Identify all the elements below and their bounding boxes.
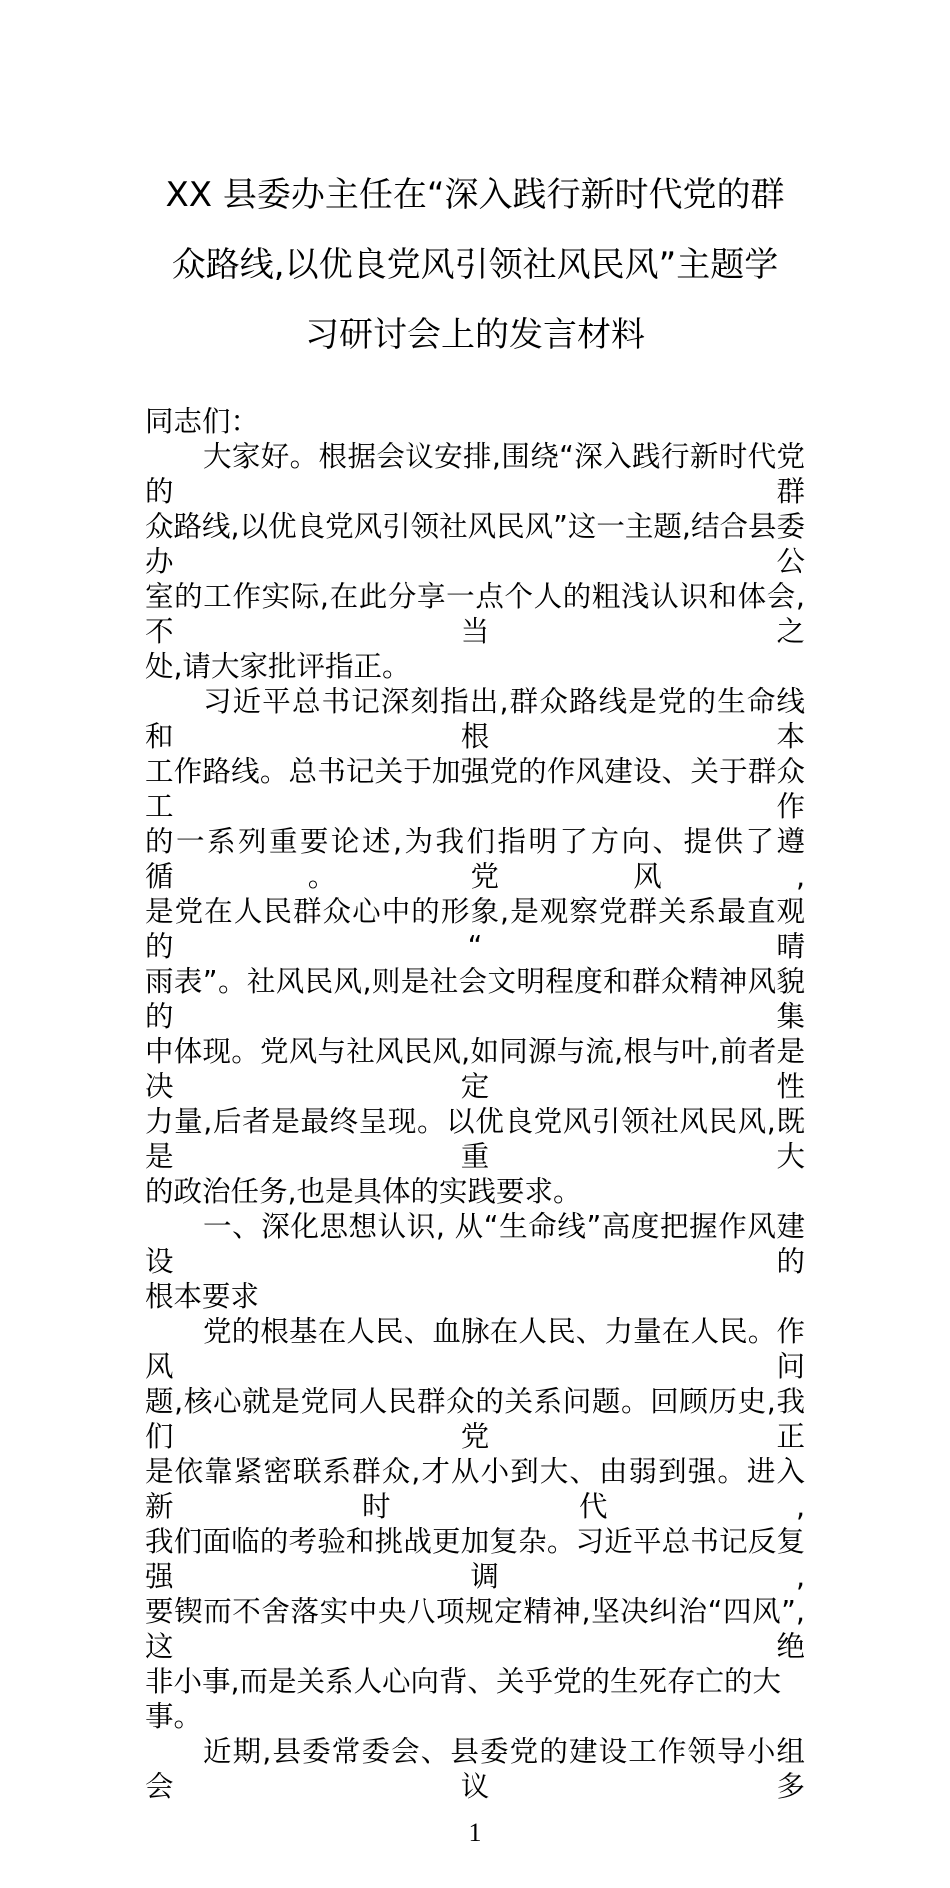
body-text-line: 根本要求 — [145, 1280, 260, 1313]
body-text-line: 一、深化思想认识, 从“生命线”高度把握作风建设的 — [145, 1210, 805, 1278]
body-text-line: 非小事,而是关系人心向背、关乎党的生死存亡的大事。 — [145, 1665, 782, 1733]
body-text-line: 雨表”。社风民风,则是社会文明程度和群众精神风貌的集 — [145, 965, 805, 1033]
title-line: XX 县委办主任在“深入践行新时代党的群 — [165, 175, 785, 215]
document-title — [115, 160, 835, 370]
body-text-line: 力量,后者是最终呈现。以优良党风引领社风民风,既是重大 — [145, 1105, 805, 1173]
body-text-line: 是依靠紧密联系群众,才从小到大、由弱到强。进入新时代, — [145, 1455, 805, 1523]
body-text-line: 是党在人民群众心中的形象,是观察党群关系最直观的“晴 — [145, 895, 805, 963]
title-line: 习研讨会上的发言材料 — [305, 315, 645, 355]
body-text-line: 大家好。根据会议安排,围绕“深入践行新时代党的群 — [145, 440, 805, 508]
body-text-line: 室的工作实际,在此分享一点个人的粗浅认识和体会,不当之 — [145, 580, 805, 648]
body-text-line: 的政治任务,也是具体的实践要求。 — [145, 1175, 582, 1208]
body-text-line: 习近平总书记深刻指出,群众路线是党的生命线和根本 — [145, 685, 805, 753]
body-text-line: 处,请大家批评指正。 — [145, 650, 411, 683]
body-text-line: 近期,县委常委会、县委党的建设工作领导小组会议多 — [145, 1735, 805, 1803]
body-text-line: 的一系列重要论述,为我们指明了方向、提供了遵循。党风, — [145, 825, 805, 893]
body-text-line: 我们面临的考验和挑战更加复杂。习近平总书记反复强调, — [145, 1525, 805, 1593]
body-text-line: 同志们： — [145, 405, 260, 438]
body-text-line: 要锲而不舍落实中央八项规定精神,坚决纠治“四风”,这绝 — [145, 1595, 805, 1663]
body-text-line: 题,核心就是党同人民群众的关系问题。回顾历史,我们党正 — [145, 1385, 805, 1453]
body-text-line: 众路线,以优良党风引领社风民风”这一主题,结合县委办公 — [145, 510, 805, 578]
title-line: 众路线,以优良党风引领社风民风”主题学 — [171, 245, 779, 285]
page-number: 1 — [468, 1818, 482, 1847]
body-text-line: 中体现。党风与社风民风,如同源与流,根与叶,前者是决定性 — [145, 1035, 805, 1103]
document-body — [145, 404, 805, 1804]
body-text-line: 党的根基在人民、血脉在人民、力量在人民。作风问 — [145, 1315, 805, 1383]
body-text-line: 工作路线。总书记关于加强党的作风建设、关于群众工作 — [145, 755, 805, 823]
